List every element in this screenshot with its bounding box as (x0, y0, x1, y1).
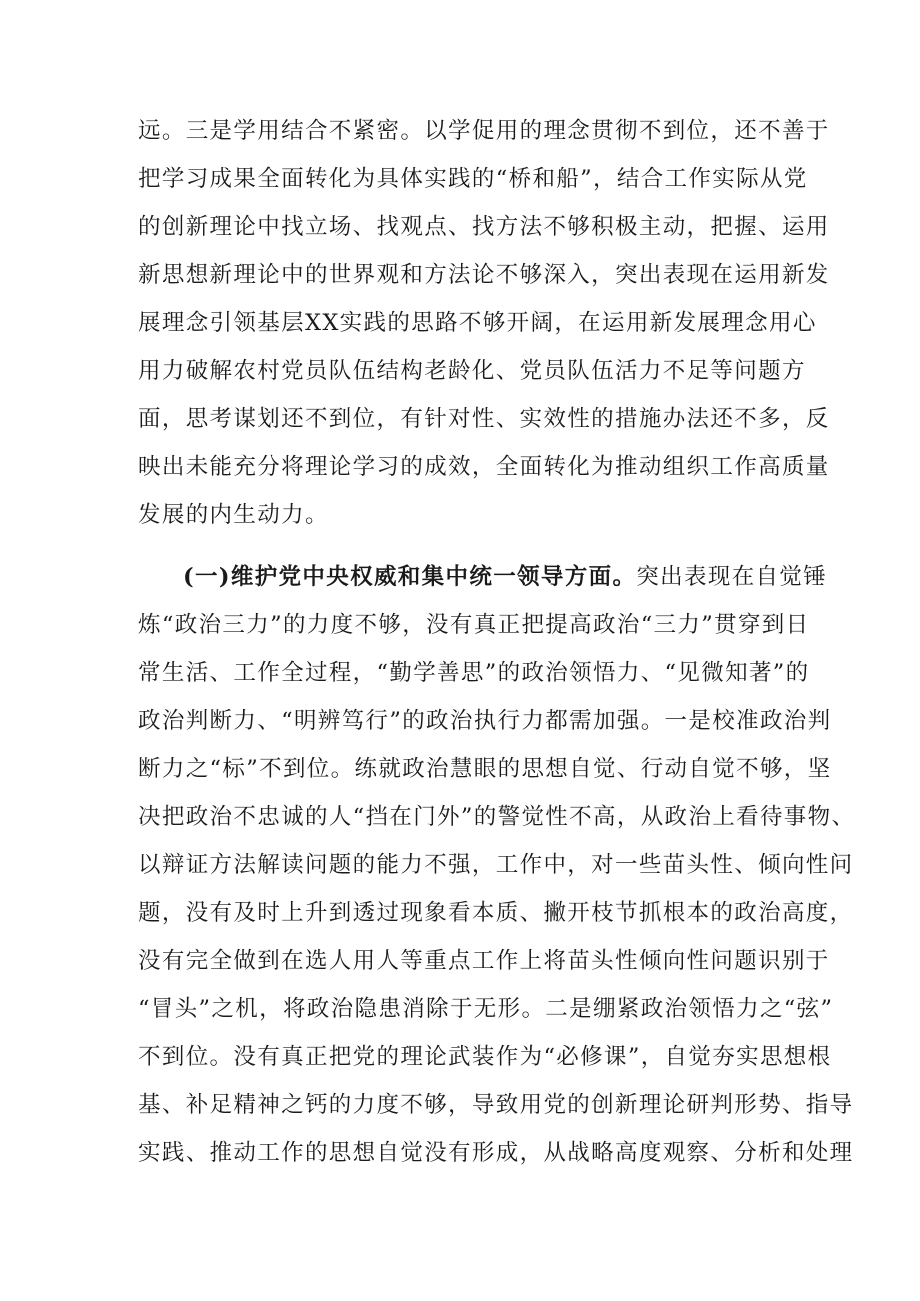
paragraph-2-line: 炼“政治三力”的力度不够，没有真正把提高政治“三力”贯穿到日 (138, 612, 810, 638)
paragraph-1-line: 发展的内生动力。 (138, 502, 329, 528)
paragraph-1-line: 映出未能充分将理论学习的成效，全面转化为推动组织工作高质量 (138, 454, 830, 480)
paragraph-2-line: 以辩证方法解读问题的能力不强，工作中，对一些苗头性、倾向性问 (138, 852, 854, 878)
paragraph-2-line: 常生活、工作全过程，“勤学善思”的政治领悟力、“见微知著”的 (138, 660, 810, 686)
paragraph-1-line: 用力破解农村党员队伍结构老龄化、党员队伍活力不足等问题方 (138, 358, 806, 384)
section-heading: (一)维护党中央权威和集中统一领导方面。 (183, 564, 637, 590)
paragraph-2-line: 没有完全做到在选人用人等重点工作上将苗头性倾向性问题识别于 (138, 948, 830, 974)
paragraph-2-line: “冒头”之机，将政治隐患消除于无形。二是绷紧政治领悟力之“弦” (138, 996, 834, 1022)
paragraph-2-line: 基、补足精神之钙的力度不够，导致用党的创新理论研判形势、指导 (138, 1092, 854, 1118)
paragraph-2-line: 政治判断力、“明辨笃行”的政治执行力都需加强。一是校准政治判 (138, 708, 832, 734)
paragraph-2-line: 实践、推动工作的思想自觉没有形成，从战略高度观察、分析和处理 (138, 1140, 854, 1166)
paragraph-2-line: 题，没有及时上升到透过现象看本质、撇开枝节抓根本的政治高度， (138, 900, 854, 926)
paragraph-2-line: 断力之“标”不到位。练就政治慧眼的思想自觉、行动自觉不够，坚 (138, 756, 832, 782)
paragraph-2-first-line (183, 562, 827, 592)
paragraph-1-line: 把学习成果全面转化为具体实践的“桥和船”，结合工作实际从党 (138, 166, 808, 192)
paragraph-1-line: 远。三是学用结合不紧密。以学促用的理念贯彻不到位，还不善于 (138, 118, 830, 144)
paragraph-1-line: 面，思考谋划还不到位，有针对性、实效性的措施办法还不多，反 (138, 406, 830, 432)
paragraph-1-line: 新思想新理论中的世界观和方法论不够深入，突出表现在运用新发 (138, 262, 830, 288)
paragraph-1-line: 展理念引领基层XX实践的思路不够开阔，在运用新发展理念用心 (138, 310, 817, 336)
paragraph-2-line: 不到位。没有真正把党的理论武装作为“必修课”，自觉夯实思想根 (138, 1044, 832, 1070)
paragraph-2-line: 决把政治不忠诚的人“挡在门外”的警觉性不高，从政治上看待事物、 (138, 804, 856, 830)
section-heading-continuation: 突出表现在自觉锤 (636, 564, 828, 590)
paragraph-1-line: 的创新理论中找立场、找观点、找方法不够积极主动，把握、运用 (138, 214, 830, 240)
